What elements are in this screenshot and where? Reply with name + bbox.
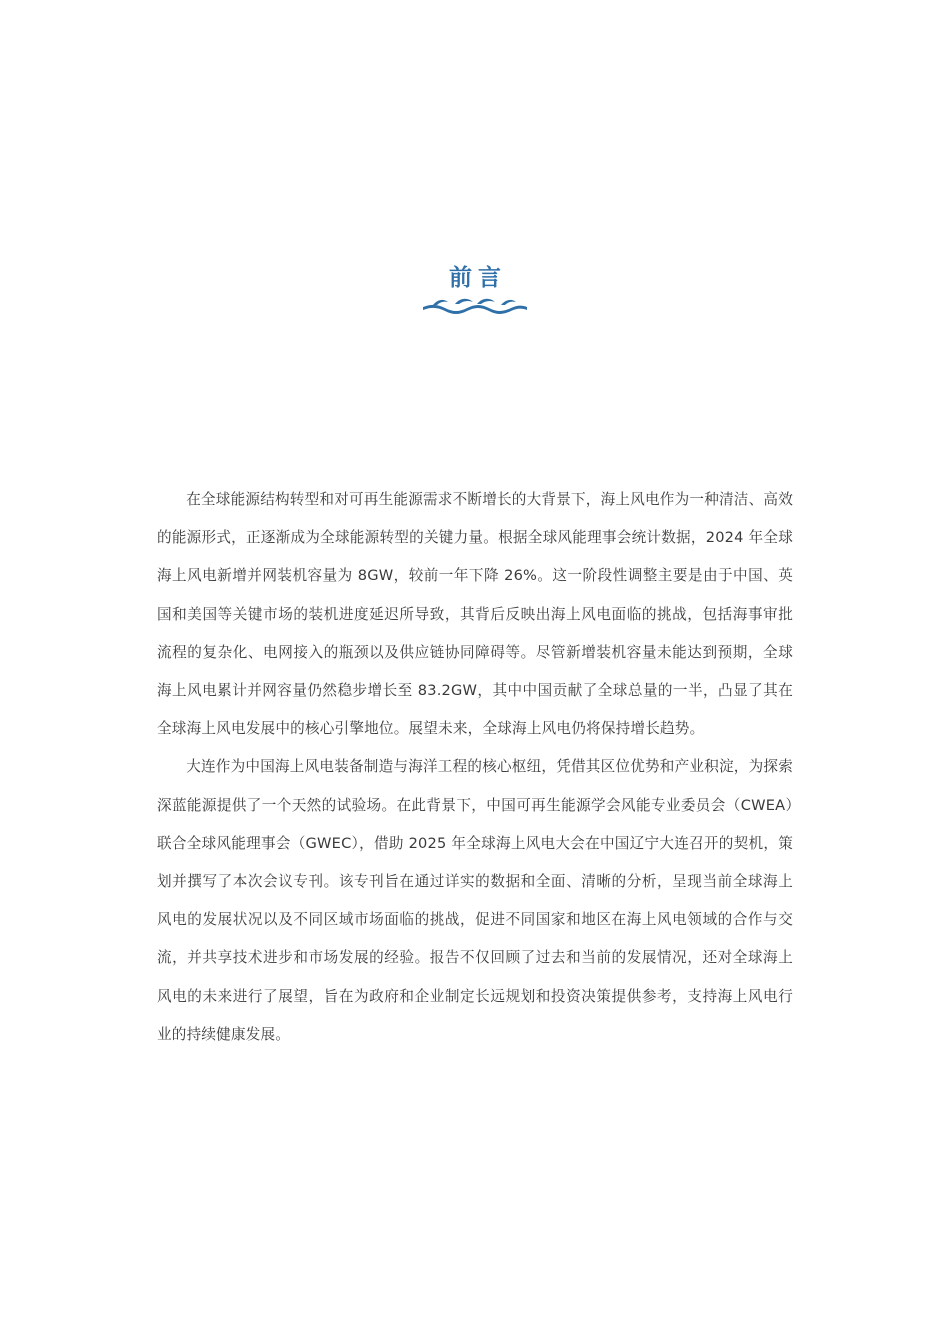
paragraph: 大连作为中国海上风电装备制造与海洋工程的核心枢纽，凭借其区位优势和产业积淀，为探索深蓝能源提供了一个天然的试验场。在此背景下，中国可再生能源学会风能专业委员会（CWEA）联合全球风能理事会（GWEC），借助 2025 年全球海上风电大会在中国辽宁大连召开的契机，策划并撰写了本次会议专刊。该专刊旨在通过详实的数据和全面、清晰的分析，呈现当前全球海上风电的发展状况以及不同区域市场面临的挑战，促进不同国家和地区在海上风电领域的合作与交流，并共享技术进步和市场发展的经验。报告不仅回顾了过去和当前的发展情况，还对全球海上风电的未来进行了展望，旨在为政府和企业制定长远规划和投资决策提供参考，支持海上风电行业的持续健康发展。 — [157, 758, 793, 1043]
preface-body — [157, 481, 793, 1054]
wave-icon — [423, 296, 527, 316]
page-title: 前言 — [449, 265, 507, 291]
paragraph: 在全球能源结构转型和对可再生能源需求不断增长的大背景下，海上风电作为一种清洁、高效的能源形式，正逐渐成为全球能源转型的关键力量。根据全球风能理事会统计数据，2024 年全球海上风电新增并网装机容量为 8GW，较前一年下降 26%。这一阶段性调整主要是由于中国、英国和美国等关键市场的装机进度延迟所导致，其背后反映出海上风电面临的挑战，包括海事审批流程的复杂化、电网接入的瓶颈以及供应链协同障碍等。尽管新增装机容量未能达到预期，全球海上风电累计并网容量仍然稳步增长至 83.2GW，其中中国贡献了全球总量的一半，凸显了其在全球海上风电发展中的核心引擎地位。展望未来，全球海上风电仍将保持增长趋势。 — [157, 491, 793, 738]
